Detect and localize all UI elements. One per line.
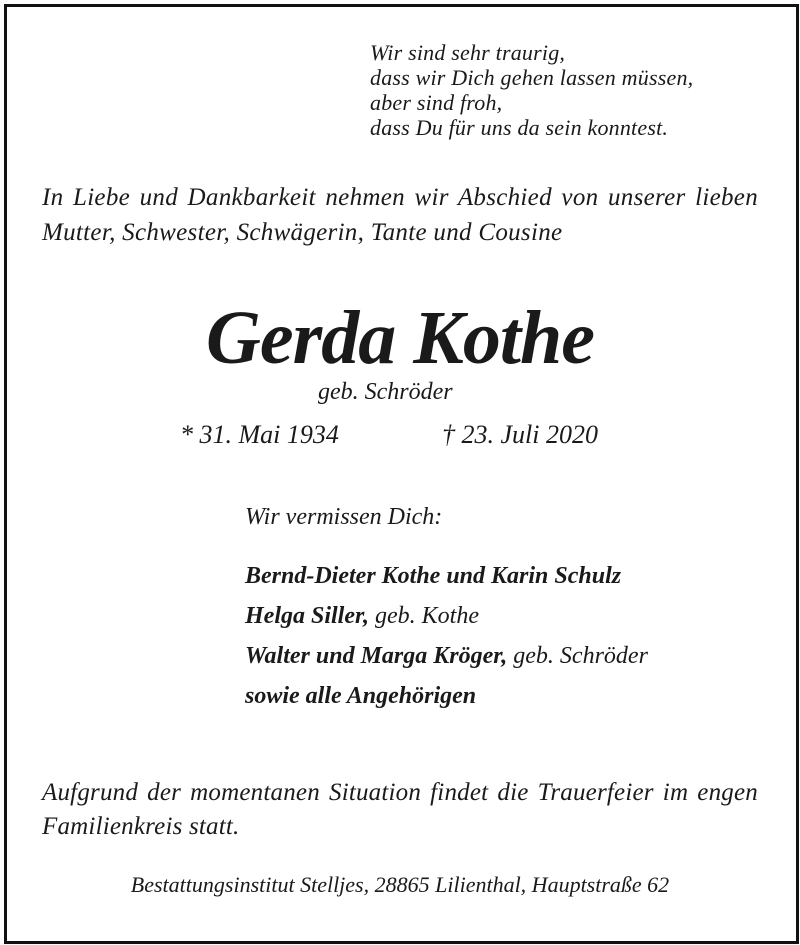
death-date: † 23. Juli 2020 xyxy=(442,420,598,449)
poem-line: aber sind froh, xyxy=(370,90,503,115)
poem-line: Wir sind sehr traurig, xyxy=(370,40,566,65)
poem xyxy=(370,40,693,140)
mourner-row xyxy=(245,676,648,716)
maiden-name: geb. Schröder xyxy=(318,379,453,405)
undertaker-info: Bestattungsinstitut Stelljes, 28865 Lilienthal, Hauptstraße 62 xyxy=(130,872,670,897)
intro-text: In Liebe und Dankbarkeit nehmen wir Abschied von unserer lieben Mutter, Schwester, Schwägerin, Tante und Cousine xyxy=(42,184,758,246)
mourner-name: Helga Siller, xyxy=(245,603,370,629)
mourner-row xyxy=(245,636,648,676)
mourner-name: Bernd-Dieter Kothe und Karin Schulz xyxy=(245,563,622,589)
ceremony-notice: Aufgrund der momentanen Situation findet die Trauerfeier im engen Familienkreis statt. xyxy=(42,779,758,840)
poem-line: dass wir Dich gehen lassen müssen, xyxy=(370,65,694,90)
mourner-row xyxy=(245,596,648,636)
mourners-heading: Wir vermissen Dich: xyxy=(245,504,443,530)
mourner-note: geb. Schröder xyxy=(513,643,648,669)
mourner-note: geb. Kothe xyxy=(375,603,479,629)
birth-date: * 31. Mai 1934 xyxy=(180,420,339,449)
mourner-name: Walter und Marga Kröger, xyxy=(245,643,508,669)
mourners-list xyxy=(245,556,648,716)
mourner-row xyxy=(245,556,648,596)
deceased-name: Gerda Kothe xyxy=(206,296,594,380)
poem-line: dass Du für uns da sein konntest. xyxy=(370,115,669,140)
mourner-name: sowie alle Angehörigen xyxy=(245,683,477,709)
